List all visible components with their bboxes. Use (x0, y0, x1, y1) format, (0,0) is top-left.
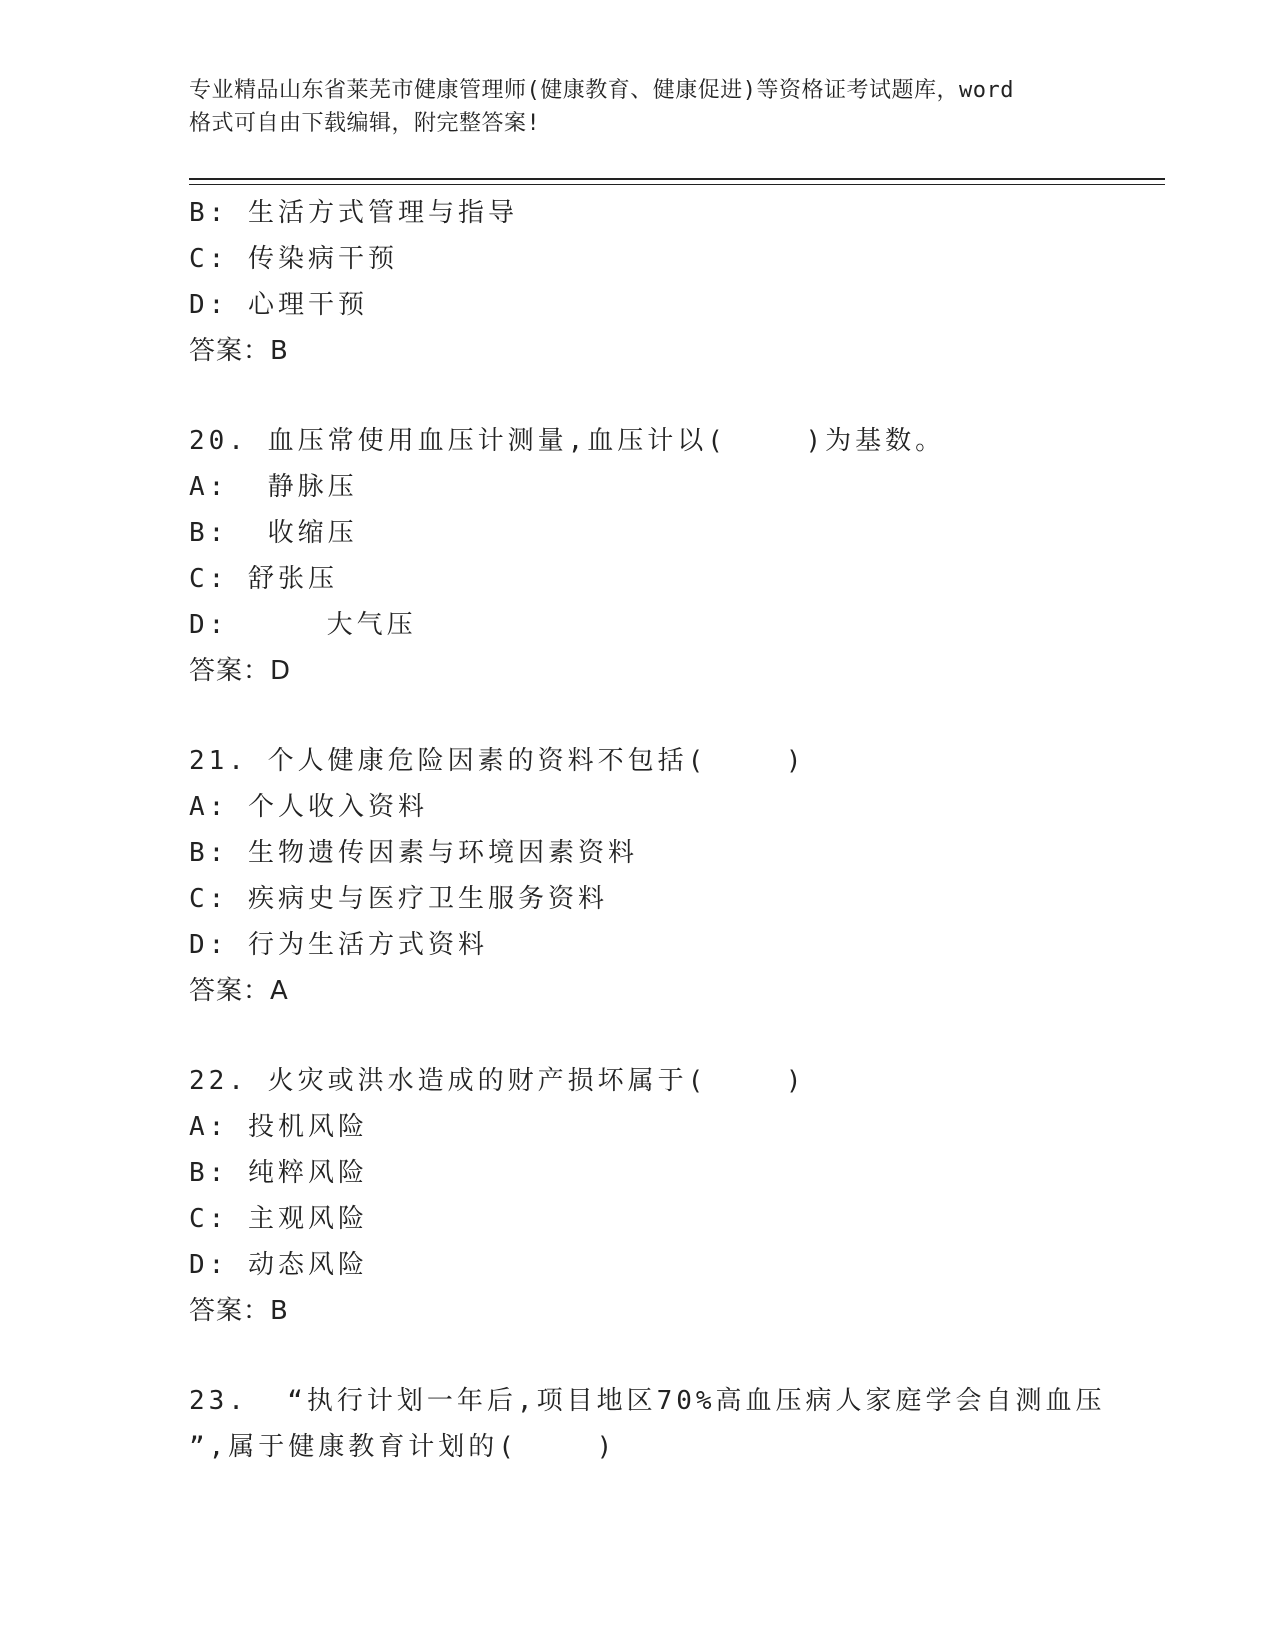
option-d: D: 行为生活方式资料 (189, 930, 488, 960)
header-line-1: 专业精品山东省莱芜市健康管理师(健康教育、健康促进)等资格证考试题库，word (189, 78, 1014, 103)
answer: 答案：B (189, 336, 289, 366)
option-d: D: 心理干预 (189, 290, 368, 320)
option-c: C: 疾病史与医疗卫生服务资料 (189, 884, 608, 914)
question-20 (189, 418, 1109, 694)
option-b: B: 生物遗传因素与环境因素资料 (189, 838, 638, 868)
question-list (189, 190, 1109, 1470)
option-a: A: 静脉压 (189, 472, 358, 502)
question-stem: 20. 血压常使用血压计测量,血压计以( )为基数。 (189, 426, 946, 456)
option-a: A: 投机风险 (189, 1112, 368, 1142)
header-divider-thick (189, 178, 1165, 180)
answer: 答案：B (189, 1296, 289, 1326)
option-c: C: 主观风险 (189, 1204, 368, 1234)
option-b: B: 收缩压 (189, 518, 358, 548)
option-b: B: 纯粹风险 (189, 1158, 368, 1188)
option-c: C: 传染病干预 (189, 244, 398, 274)
question-stem-line-2: ”,属于健康教育计划的( ) (189, 1432, 617, 1462)
question-stem-line-1: 23. “执行计划一年后,项目地区70%高血压病人家庭学会自测血压 (189, 1386, 1106, 1416)
question-stem: 22. 火灾或洪水造成的财产损坏属于( ) (189, 1066, 806, 1096)
question-21 (189, 738, 1109, 1014)
option-a: A: 个人收入资料 (189, 792, 428, 822)
document-header (189, 74, 1089, 140)
option-c: C: 舒张压 (189, 564, 338, 594)
option-d: D: 大气压 (189, 610, 417, 640)
option-d: D: 动态风险 (189, 1250, 368, 1280)
option-b: B: 生活方式管理与指导 (189, 198, 518, 228)
question-22 (189, 1058, 1109, 1334)
answer: 答案：D (189, 656, 292, 686)
question-stem: 21. 个人健康危险因素的资料不包括( ) (189, 746, 806, 776)
question-19-tail (189, 190, 1109, 374)
header-divider-thin (189, 184, 1165, 185)
header-line-2: 格式可自由下载编辑，附完整答案! (189, 111, 541, 136)
answer: 答案：A (189, 976, 289, 1006)
question-23 (189, 1378, 1109, 1470)
